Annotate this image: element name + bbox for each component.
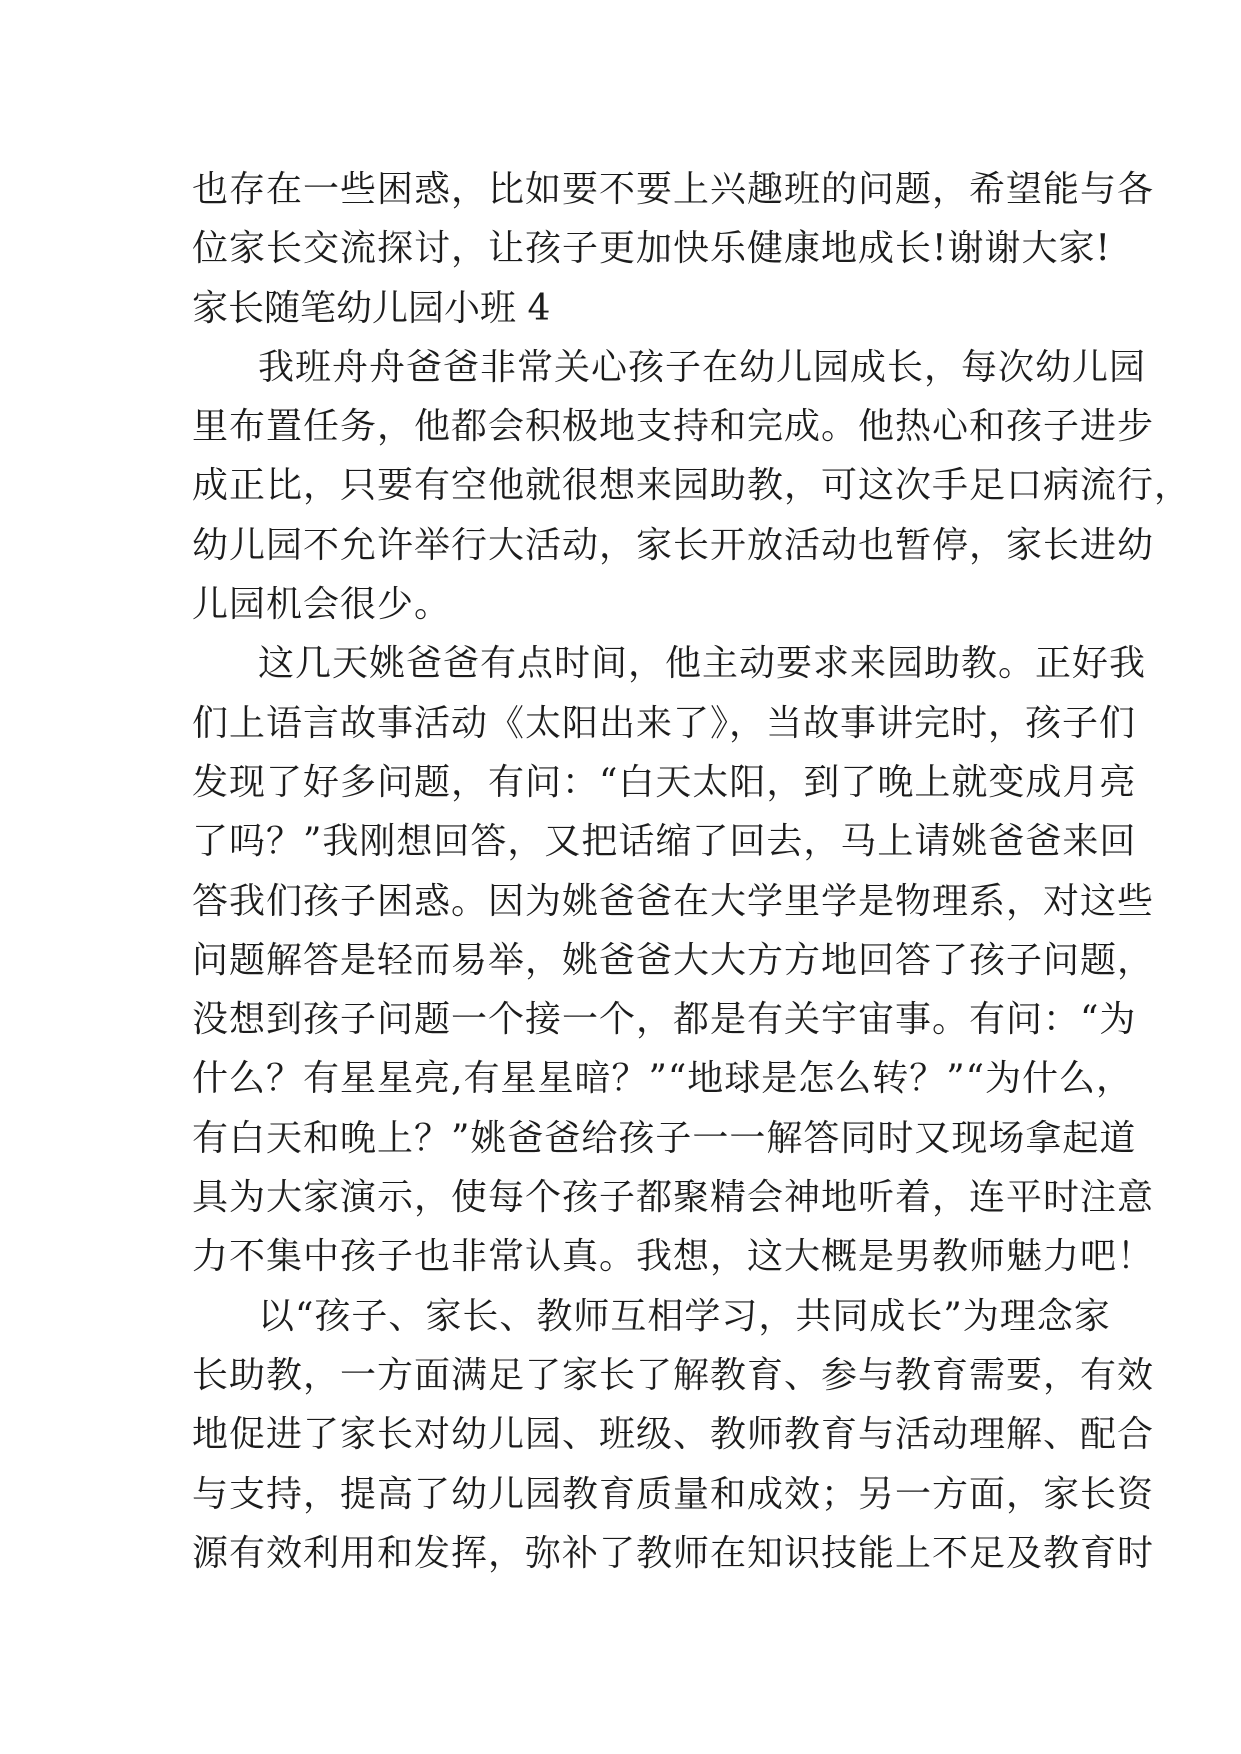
text-line: 成正比，只要有空他就很想来园助教，可这次手足口病流行， [192,465,1192,507]
text-line: 有白天和晚上？”姚爸爸给孩子一一解答同时又现场拿起道 [192,1117,1137,1159]
text-line: 答我们孩子困惑。因为姚爸爸在大学里学是物理系，对这些 [192,880,1155,922]
text-line: 没想到孩子问题一个接一个，都是有关宇宙事。有问：“为 [192,999,1137,1041]
text-line: 我班舟舟爸爸非常关心孩子在幼儿园成长，每次幼儿园 [258,346,1147,388]
text-line: 们上语言故事活动《太阳出来了》，当故事讲完时，孩子们 [192,702,1137,744]
text-line: 里布置任务，他都会积极地支持和完成。他热心和孩子进步 [192,406,1155,448]
text-line: 什么？有星星亮,有星星暗？”“地球是怎么转？”“为什么， [192,1058,1134,1100]
text-line: 具为大家演示，使每个孩子都聚精会神地听着，连平时注意 [192,1177,1155,1219]
text-line: 与支持，提高了幼儿园教育质量和成效；另一方面，家长资 [192,1473,1155,1515]
text-line: 也存在一些困惑，比如要不要上兴趣班的问题，希望能与各 [192,169,1155,210]
text-line: 幼儿园不允许举行大活动，家长开放活动也暂停，家长进幼 [192,524,1155,566]
text-line: 力不集中孩子也非常认真。我想，这大概是男教师魅力吧！ [192,1236,1155,1278]
text-line: 了吗？”我刚想回答，又把话缩了回去，马上请姚爸爸来回 [192,821,1137,863]
section-title: 家长随笔幼儿园小班 4 [192,287,551,329]
text-line: 这几天姚爸爸有点时间，他主动要求来园助教。正好我 [258,643,1147,685]
text-line: 源有效利用和发挥，弥补了教师在知识技能上不足及教育时 [192,1532,1155,1574]
text-line: 儿园机会很少。 [192,584,452,626]
text-line: 问题解答是轻而易举，姚爸爸大大方方地回答了孩子问题， [192,939,1155,981]
text-line: 地促进了家长对幼儿园、班级、教师教育与活动理解、配合 [192,1414,1155,1456]
text-line: 位家长交流探讨，让孩子更加快乐健康地成长!谢谢大家! [192,228,1111,270]
document-body [192,160,1192,1583]
text-line: 长助教，一方面满足了家长了解教育、参与教育需要，有效 [192,1354,1155,1396]
text-line: 以“孩子、家长、教师互相学习，共同成长”为理念家 [258,1295,1111,1337]
text-line: 发现了好多问题，有问：“白天太阳，到了晚上就变成月亮 [192,761,1137,803]
